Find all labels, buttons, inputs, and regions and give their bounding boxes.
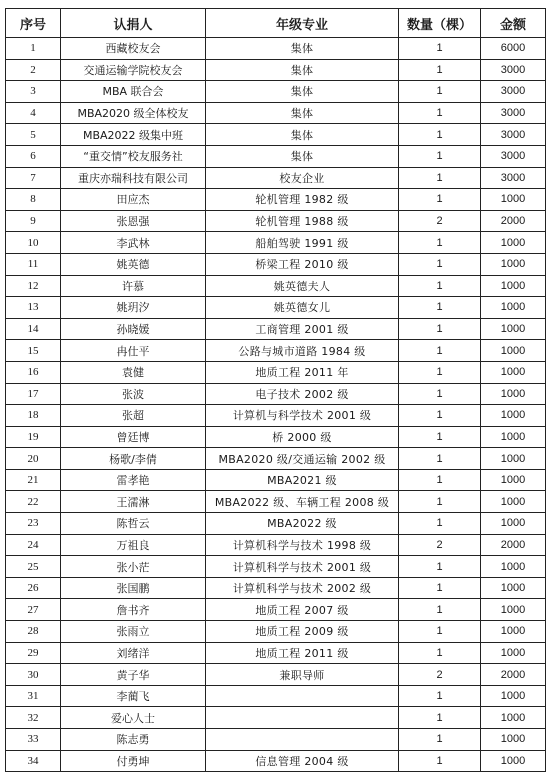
- cell-no: 32: [6, 707, 61, 729]
- cell-amount: 1000: [481, 685, 546, 707]
- cell-donor: 爱心人士: [61, 707, 206, 729]
- cell-major: [206, 729, 399, 751]
- cell-no: 28: [6, 621, 61, 643]
- cell-donor: MBA 联合会: [61, 81, 206, 103]
- cell-amount: 1000: [481, 621, 546, 643]
- cell-quantity: 1: [399, 145, 481, 167]
- cell-quantity: 1: [399, 513, 481, 535]
- cell-amount: 1000: [481, 469, 546, 491]
- cell-quantity: 1: [399, 556, 481, 578]
- table-row: [6, 729, 546, 751]
- cell-amount: 3000: [481, 167, 546, 189]
- cell-major: 轮机管理 1988 级: [206, 210, 399, 232]
- cell-amount: 1000: [481, 448, 546, 470]
- cell-major: 姚英德夫人: [206, 275, 399, 297]
- cell-donor: 张波: [61, 383, 206, 405]
- table-row: [6, 297, 546, 319]
- cell-amount: 1000: [481, 318, 546, 340]
- cell-no: 6: [6, 145, 61, 167]
- cell-major: 工商管理 2001 级: [206, 318, 399, 340]
- cell-amount: 1000: [481, 729, 546, 751]
- table-row: [6, 426, 546, 448]
- cell-no: 7: [6, 167, 61, 189]
- table-row: [6, 210, 546, 232]
- cell-major: 信息管理 2004 级: [206, 750, 399, 772]
- cell-quantity: 1: [399, 318, 481, 340]
- cell-major: 船舶驾驶 1991 级: [206, 232, 399, 254]
- table-row: [6, 513, 546, 535]
- cell-quantity: 1: [399, 750, 481, 772]
- cell-quantity: 1: [399, 340, 481, 362]
- cell-donor: 姚玥汐: [61, 297, 206, 319]
- cell-amount: 1000: [481, 340, 546, 362]
- cell-major: 集体: [206, 38, 399, 60]
- cell-no: 30: [6, 664, 61, 686]
- table-row: [6, 318, 546, 340]
- cell-no: 21: [6, 469, 61, 491]
- cell-no: 4: [6, 102, 61, 124]
- cell-no: 27: [6, 599, 61, 621]
- cell-no: 3: [6, 81, 61, 103]
- cell-amount: 1000: [481, 426, 546, 448]
- table-row: [6, 577, 546, 599]
- cell-donor: 陈哲云: [61, 513, 206, 535]
- cell-donor: 刘绪洋: [61, 642, 206, 664]
- cell-major: 桥 2000 级: [206, 426, 399, 448]
- cell-donor: 张恩强: [61, 210, 206, 232]
- cell-donor: 黄子华: [61, 664, 206, 686]
- table-row: [6, 59, 546, 81]
- cell-major: 计算机与科学技术 2001 级: [206, 405, 399, 427]
- cell-quantity: 1: [399, 297, 481, 319]
- cell-amount: 3000: [481, 124, 546, 146]
- cell-major: 计算机科学与技术 1998 级: [206, 534, 399, 556]
- cell-donor: 重庆亦瑞科技有限公司: [61, 167, 206, 189]
- cell-major: MBA2021 级: [206, 469, 399, 491]
- cell-no: 20: [6, 448, 61, 470]
- cell-amount: 1000: [481, 599, 546, 621]
- table-row: [6, 750, 546, 772]
- cell-quantity: 1: [399, 383, 481, 405]
- cell-major: [206, 707, 399, 729]
- cell-no: 13: [6, 297, 61, 319]
- table-row: [6, 491, 546, 513]
- cell-quantity: 1: [399, 707, 481, 729]
- cell-amount: 1000: [481, 232, 546, 254]
- cell-major: 桥梁工程 2010 级: [206, 253, 399, 275]
- cell-major: 姚英德女儿: [206, 297, 399, 319]
- table-row: [6, 145, 546, 167]
- cell-quantity: 1: [399, 469, 481, 491]
- table-row: [6, 383, 546, 405]
- cell-quantity: 1: [399, 232, 481, 254]
- cell-major: MBA2022 级: [206, 513, 399, 535]
- cell-no: 2: [6, 59, 61, 81]
- cell-amount: 1000: [481, 577, 546, 599]
- cell-no: 25: [6, 556, 61, 578]
- table-row: [6, 621, 546, 643]
- table-row: [6, 599, 546, 621]
- cell-donor: 张超: [61, 405, 206, 427]
- cell-donor: MBA2020 级全体校友: [61, 102, 206, 124]
- cell-amount: 1000: [481, 253, 546, 275]
- cell-donor: 冉仕平: [61, 340, 206, 362]
- table-row: [6, 448, 546, 470]
- table-row: [6, 102, 546, 124]
- header-quantity: 数量（棵）: [399, 9, 481, 38]
- cell-major: 轮机管理 1982 级: [206, 189, 399, 211]
- cell-no: 23: [6, 513, 61, 535]
- cell-amount: 3000: [481, 59, 546, 81]
- cell-no: 17: [6, 383, 61, 405]
- cell-amount: 1000: [481, 707, 546, 729]
- table-row: [6, 664, 546, 686]
- cell-no: 8: [6, 189, 61, 211]
- cell-amount: 1000: [481, 556, 546, 578]
- table-row: [6, 340, 546, 362]
- cell-donor: 曾廷博: [61, 426, 206, 448]
- cell-donor: 张国鹏: [61, 577, 206, 599]
- table-row: [6, 38, 546, 60]
- cell-donor: 万祖良: [61, 534, 206, 556]
- table-row: [6, 534, 546, 556]
- cell-donor: 田应杰: [61, 189, 206, 211]
- cell-quantity: 1: [399, 642, 481, 664]
- cell-no: 24: [6, 534, 61, 556]
- cell-major: 兼职导师: [206, 664, 399, 686]
- cell-quantity: 1: [399, 685, 481, 707]
- cell-quantity: 1: [399, 426, 481, 448]
- cell-no: 1: [6, 38, 61, 60]
- cell-donor: 许慕: [61, 275, 206, 297]
- cell-amount: 1000: [481, 405, 546, 427]
- cell-major: 公路与城市道路 1984 级: [206, 340, 399, 362]
- cell-quantity: 1: [399, 729, 481, 751]
- cell-donor: 詹书齐: [61, 599, 206, 621]
- table-row: [6, 685, 546, 707]
- cell-quantity: 1: [399, 81, 481, 103]
- table-row: [6, 232, 546, 254]
- cell-quantity: 1: [399, 621, 481, 643]
- donation-table: [5, 8, 546, 772]
- cell-amount: 3000: [481, 102, 546, 124]
- cell-major: 集体: [206, 102, 399, 124]
- cell-major: 地质工程 2009 级: [206, 621, 399, 643]
- cell-donor: 李蔺飞: [61, 685, 206, 707]
- cell-quantity: 1: [399, 253, 481, 275]
- cell-donor: MBA2022 级集中班: [61, 124, 206, 146]
- cell-quantity: 1: [399, 405, 481, 427]
- cell-quantity: 1: [399, 491, 481, 513]
- cell-major: 计算机科学与技术 2002 级: [206, 577, 399, 599]
- cell-quantity: 1: [399, 577, 481, 599]
- cell-no: 16: [6, 361, 61, 383]
- cell-donor: 李武林: [61, 232, 206, 254]
- cell-quantity: 2: [399, 664, 481, 686]
- cell-amount: 6000: [481, 38, 546, 60]
- cell-no: 15: [6, 340, 61, 362]
- cell-major: [206, 685, 399, 707]
- cell-no: 22: [6, 491, 61, 513]
- cell-no: 19: [6, 426, 61, 448]
- cell-major: 计算机科学与技术 2001 级: [206, 556, 399, 578]
- cell-major: 地质工程 2011 年: [206, 361, 399, 383]
- table-row: [6, 469, 546, 491]
- cell-quantity: 1: [399, 189, 481, 211]
- cell-donor: 雷孝艳: [61, 469, 206, 491]
- cell-donor: 袁健: [61, 361, 206, 383]
- cell-no: 12: [6, 275, 61, 297]
- cell-amount: 1000: [481, 383, 546, 405]
- cell-amount: 2000: [481, 664, 546, 686]
- cell-donor: 陈志勇: [61, 729, 206, 751]
- cell-donor: 杨歌/李倩: [61, 448, 206, 470]
- cell-amount: 1000: [481, 189, 546, 211]
- table-row: [6, 253, 546, 275]
- cell-no: 26: [6, 577, 61, 599]
- cell-donor: 张雨立: [61, 621, 206, 643]
- cell-donor: 姚英德: [61, 253, 206, 275]
- cell-donor: 张小茫: [61, 556, 206, 578]
- cell-donor: “重交情”校友服务社: [61, 145, 206, 167]
- cell-amount: 1000: [481, 275, 546, 297]
- cell-quantity: 1: [399, 275, 481, 297]
- cell-quantity: 2: [399, 534, 481, 556]
- header-no: 序号: [6, 9, 61, 38]
- cell-quantity: 1: [399, 102, 481, 124]
- table-row: [6, 167, 546, 189]
- cell-quantity: 2: [399, 210, 481, 232]
- table-row: [6, 642, 546, 664]
- table-row: [6, 361, 546, 383]
- table-row: [6, 275, 546, 297]
- table-row: [6, 405, 546, 427]
- cell-no: 18: [6, 405, 61, 427]
- cell-major: MBA2022 级、车辆工程 2008 级: [206, 491, 399, 513]
- cell-amount: 2000: [481, 534, 546, 556]
- cell-major: 电子技术 2002 级: [206, 383, 399, 405]
- cell-quantity: 1: [399, 59, 481, 81]
- cell-amount: 1000: [481, 750, 546, 772]
- cell-major: 校友企业: [206, 167, 399, 189]
- cell-quantity: 1: [399, 599, 481, 621]
- cell-donor: 孙晓媛: [61, 318, 206, 340]
- cell-major: 集体: [206, 145, 399, 167]
- table-body: [6, 38, 546, 772]
- cell-major: MBA2020 级/交通运输 2002 级: [206, 448, 399, 470]
- cell-quantity: 1: [399, 448, 481, 470]
- cell-amount: 1000: [481, 513, 546, 535]
- cell-no: 9: [6, 210, 61, 232]
- cell-major: 集体: [206, 59, 399, 81]
- header-donor: 认捐人: [61, 9, 206, 38]
- header-major: 年级专业: [206, 9, 399, 38]
- cell-amount: 3000: [481, 145, 546, 167]
- table-row: [6, 81, 546, 103]
- cell-no: 34: [6, 750, 61, 772]
- cell-no: 14: [6, 318, 61, 340]
- cell-major: 集体: [206, 81, 399, 103]
- donation-sheet: [5, 8, 545, 772]
- cell-amount: 2000: [481, 210, 546, 232]
- cell-major: 地质工程 2007 级: [206, 599, 399, 621]
- cell-amount: 1000: [481, 491, 546, 513]
- cell-amount: 3000: [481, 81, 546, 103]
- cell-quantity: 1: [399, 361, 481, 383]
- cell-donor: 交通运输学院校友会: [61, 59, 206, 81]
- cell-major: 集体: [206, 124, 399, 146]
- header-amount: 金额: [481, 9, 546, 38]
- cell-no: 10: [6, 232, 61, 254]
- cell-donor: 西藏校友会: [61, 38, 206, 60]
- header-row: [6, 9, 546, 38]
- cell-quantity: 1: [399, 38, 481, 60]
- cell-no: 33: [6, 729, 61, 751]
- table-row: [6, 707, 546, 729]
- cell-donor: 王濡淋: [61, 491, 206, 513]
- cell-no: 31: [6, 685, 61, 707]
- cell-amount: 1000: [481, 297, 546, 319]
- cell-no: 5: [6, 124, 61, 146]
- table-row: [6, 556, 546, 578]
- cell-amount: 1000: [481, 642, 546, 664]
- table-row: [6, 189, 546, 211]
- cell-amount: 1000: [481, 361, 546, 383]
- cell-major: 地质工程 2011 级: [206, 642, 399, 664]
- cell-quantity: 1: [399, 167, 481, 189]
- cell-no: 29: [6, 642, 61, 664]
- table-row: [6, 124, 546, 146]
- cell-no: 11: [6, 253, 61, 275]
- cell-donor: 付勇坤: [61, 750, 206, 772]
- cell-quantity: 1: [399, 124, 481, 146]
